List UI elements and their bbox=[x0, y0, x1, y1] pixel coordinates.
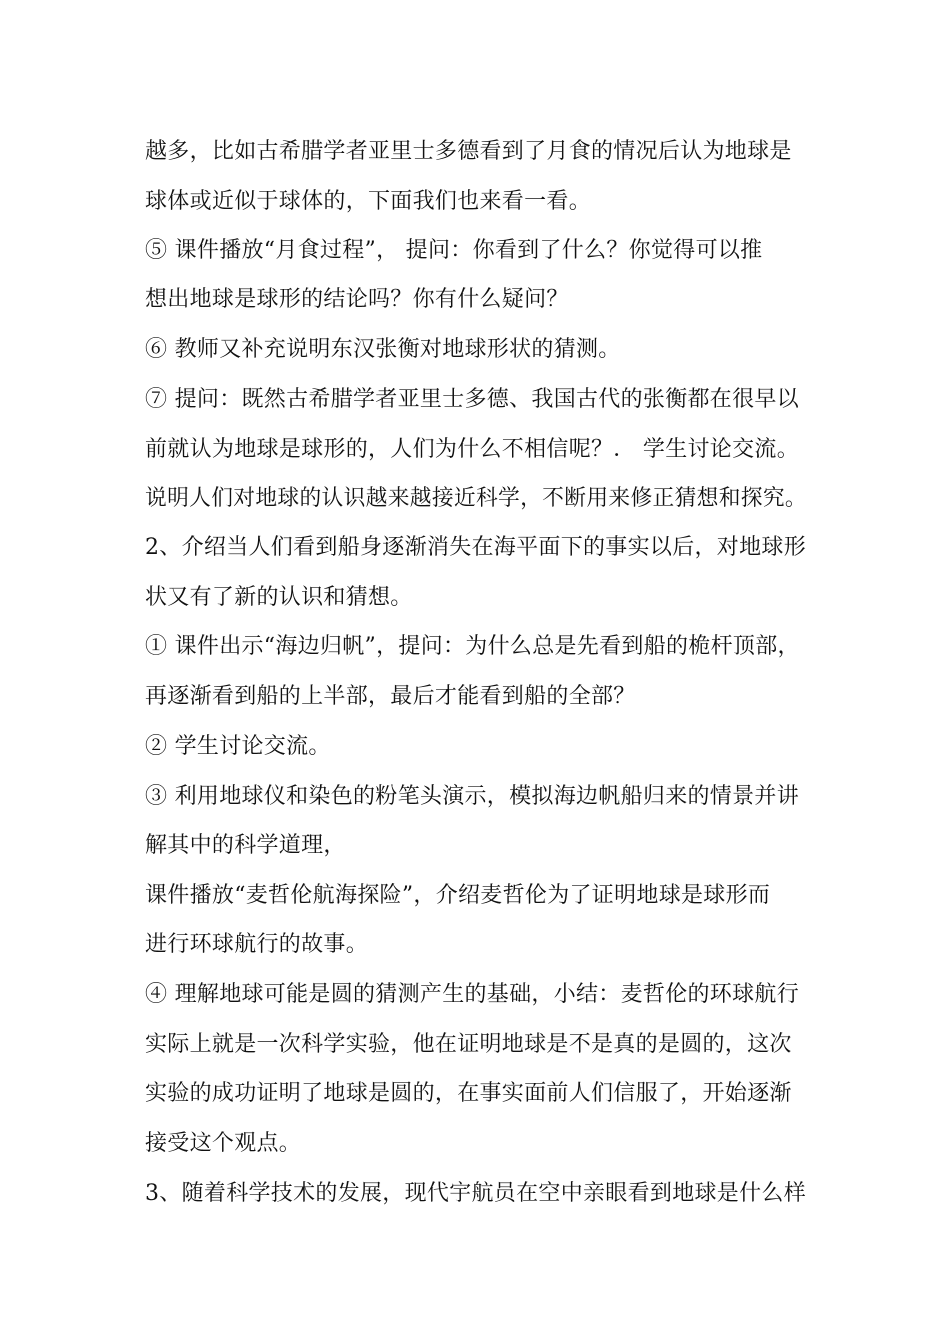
text-line: ⑤ 课件播放“月食过程”， 提问：你看到了什么？你觉得可以推 bbox=[145, 238, 763, 263]
text-line: 进行环球航行的故事。 bbox=[145, 932, 369, 957]
text-line: ④ 理解地球可能是圆的猜测产生的基础，小结：麦哲伦的环球航行 bbox=[145, 982, 799, 1007]
text-line: 接受这个观点。 bbox=[145, 1131, 302, 1156]
text-line: 球体或近似于球体的，下面我们也来看一看。 bbox=[145, 189, 592, 214]
text-line: 实验的成功证明了地球是圆的，在事实面前人们信服了，开始逐渐 bbox=[145, 1081, 792, 1106]
text-line: 说明人们对地球的认识越来越接近科学，不断用来修正猜想和探究。 bbox=[145, 486, 807, 511]
text-line: 2、介绍当人们看到船身逐渐消失在海平面下的事实以后，对地球形 bbox=[145, 535, 806, 560]
text-line: 状又有了新的认识和猜想。 bbox=[145, 585, 413, 610]
text-line: 想出地球是球形的结论吗？你有什么疑问？ bbox=[145, 287, 569, 312]
text-line: 前就认为地球是球形的，人们为什么不相信呢？． 学生讨论交流。 bbox=[145, 437, 799, 462]
text-line: ② 学生讨论交流。 bbox=[145, 734, 331, 759]
text-line: ③ 利用地球仪和染色的粉笔头演示，模拟海边帆船归来的情景并讲 bbox=[145, 784, 799, 809]
text-line: ⑥ 教师又补充说明东汉张衡对地球形状的猜测。 bbox=[145, 337, 621, 362]
text-line: 解其中的科学道理， bbox=[145, 833, 346, 858]
text-line: 课件播放“麦哲伦航海探险”，介绍麦哲伦为了证明地球是球形而 bbox=[145, 883, 771, 908]
text-line: 再逐渐看到船的上半部，最后才能看到船的全部？ bbox=[145, 684, 636, 709]
text-line: 实际上就是一次科学实验，他在证明地球是不是真的是圆的，这次 bbox=[145, 1032, 792, 1057]
text-line: 3、随着科学技术的发展，现代宇航员在空中亲眼看到地球是什么样 bbox=[145, 1181, 806, 1206]
text-line: 越多，比如古希腊学者亚里士多德看到了月食的情况后认为地球是 bbox=[145, 139, 792, 164]
text-line: ① 课件出示“海边归帆”，提问：为什么总是先看到船的桅杆顶部， bbox=[145, 634, 800, 659]
text-line: ⑦ 提问：既然古希腊学者亚里士多德、我国古代的张衡都在很早以 bbox=[145, 387, 799, 412]
